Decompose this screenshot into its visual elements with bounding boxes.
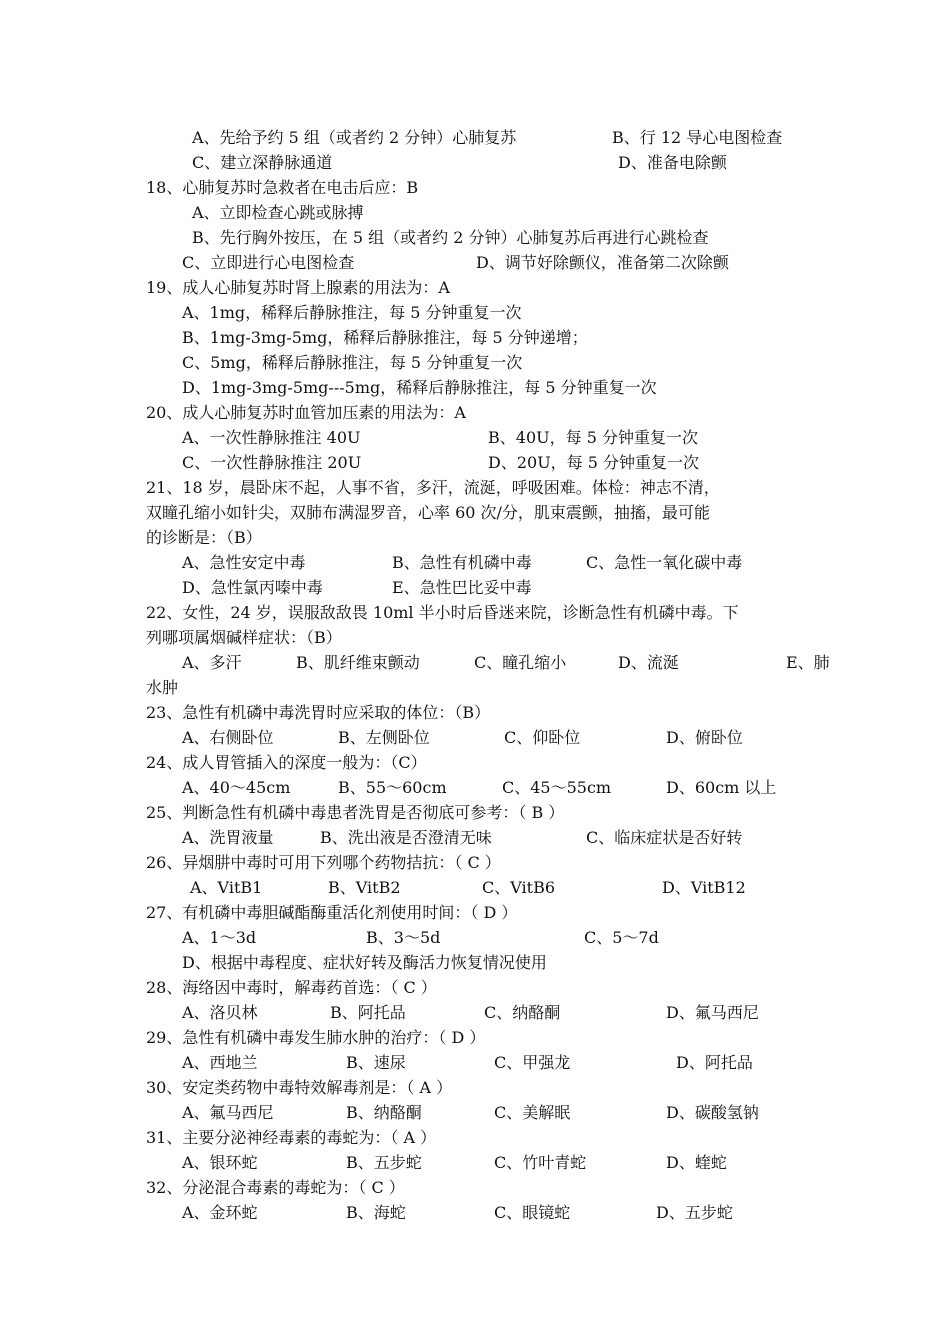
q22-stem-line2: 列哪项属烟碱样症状：（B）	[146, 628, 342, 647]
q27-option-b: B、3～5d	[366, 928, 441, 947]
q23-option-a: A、右侧卧位	[182, 728, 274, 747]
q28-option-b: B、阿托品	[330, 1003, 406, 1022]
q23-stem: 23、急性有机磷中毒洗胃时应采取的体位：（B）	[146, 703, 491, 722]
q20-stem: 20、成人心肺复苏时血管加压素的用法为：A	[146, 403, 466, 422]
q21-stem-line2: 双瞳孔缩小如针尖，双肺布满湿罗音，心率 60 次/分，肌束震颤，抽搐，最可能	[146, 503, 710, 522]
q32-option-c: C、眼镜蛇	[494, 1203, 571, 1222]
q30-option-a: A、氟马西尼	[182, 1103, 274, 1122]
q26-stem: 26、异烟肼中毒时可用下列哪个药物拮抗：（ C ）	[146, 853, 501, 872]
q31-option-c: C、竹叶青蛇	[494, 1153, 587, 1172]
q30-option-b: B、纳酪酮	[346, 1103, 422, 1122]
q20-option-d: D、20U，每 5 分钟重复一次	[488, 453, 700, 472]
q22-option-c: C、瞳孔缩小	[474, 653, 567, 672]
q18-option-b: B、先行胸外按压，在 5 组（或者约 2 分钟）心肺复苏后再进行心跳检查	[192, 228, 709, 247]
q21-option-a: A、急性安定中毒	[182, 553, 306, 572]
q28-option-a: A、洛贝林	[182, 1003, 258, 1022]
q22-option-e: E、肺	[786, 653, 830, 672]
q28-option-c: C、纳酪酮	[484, 1003, 561, 1022]
q19-stem: 19、成人心肺复苏时肾上腺素的用法为：A	[146, 278, 450, 297]
q22-option-e-cont: 水肿	[146, 678, 179, 697]
q17-option-b: B、行 12 导心电图检查	[612, 128, 783, 147]
q21-stem-line3: 的诊断是：（B）	[146, 528, 262, 547]
q32-option-b: B、海蛇	[346, 1203, 406, 1222]
q23-option-c: C、仰卧位	[504, 728, 581, 747]
q26-option-b: B、VitB2	[328, 878, 401, 897]
q24-option-d: D、60cm 以上	[666, 778, 777, 797]
q24-option-b: B、55～60cm	[338, 778, 447, 797]
q22-option-b: B、肌纤维束颤动	[296, 653, 420, 672]
q31-stem: 31、主要分泌神经毒素的毒蛇为：（ A ）	[146, 1128, 437, 1147]
q31-option-a: A、银环蛇	[182, 1153, 258, 1172]
q28-option-d: D、氟马西尼	[666, 1003, 759, 1022]
q21-option-d: D、急性氯丙嗪中毒	[182, 578, 323, 597]
q32-stem: 32、分泌混合毒素的毒蛇为：（ C ）	[146, 1178, 405, 1197]
q20-option-b: B、40U，每 5 分钟重复一次	[488, 428, 698, 447]
q18-stem: 18、心肺复苏时急救者在电击后应：B	[146, 178, 419, 197]
q18-option-d: D、调节好除颤仪，准备第二次除颤	[476, 253, 729, 272]
q31-option-b: B、五步蛇	[346, 1153, 422, 1172]
q26-option-a: A、VitB1	[190, 878, 263, 897]
q21-stem-line1: 21、18 岁，晨卧床不起，人事不省，多汗，流涎，呼吸困难。体检：神志不清，	[146, 478, 720, 497]
q17-option-d: D、准备电除颤	[618, 153, 727, 172]
q30-stem: 30、安定类药物中毒特效解毒剂是：（ A ）	[146, 1078, 453, 1097]
q25-option-c: C、临床症状是否好转	[586, 828, 743, 847]
q31-option-d: D、蝰蛇	[666, 1153, 727, 1172]
q23-option-d: D、俯卧位	[666, 728, 743, 747]
q25-stem: 25、判断急性有机磷中毒患者洗胃是否彻底可参考：（ B ）	[146, 803, 565, 822]
q18-option-c: C、立即进行心电图检查	[182, 253, 355, 272]
q19-option-a: A、1mg，稀释后静脉推注，每 5 分钟重复一次	[182, 303, 522, 322]
q19-option-b: B、1mg-3mg-5mg，稀释后静脉推注，每 5 分钟递增；	[182, 328, 588, 347]
q23-option-b: B、左侧卧位	[338, 728, 430, 747]
q27-option-c: C、5～7d	[584, 928, 659, 947]
q30-option-c: C、美解眠	[494, 1103, 571, 1122]
q22-option-a: A、多汗	[182, 653, 242, 672]
q24-option-c: C、45～55cm	[502, 778, 612, 797]
q29-option-a: A、西地兰	[182, 1053, 258, 1072]
q26-option-d: D、VitB12	[662, 878, 746, 897]
q32-option-d: D、五步蛇	[656, 1203, 733, 1222]
q17-option-a: A、先给予约 5 组（或者约 2 分钟）心肺复苏	[192, 128, 517, 147]
q27-option-d: D、根据中毒程度、症状好转及酶活力恢复情况使用	[182, 953, 547, 972]
q27-option-a: A、1～3d	[182, 928, 257, 947]
q32-option-a: A、金环蛇	[182, 1203, 258, 1222]
q29-stem: 29、急性有机磷中毒发生肺水肿的治疗：（ D ）	[146, 1028, 486, 1047]
q21-option-e: E、急性巴比妥中毒	[392, 578, 532, 597]
q19-option-d: D、1mg-3mg-5mg---5mg，稀释后静脉推注，每 5 分钟重复一次	[182, 378, 657, 397]
q20-option-a: A、一次性静脉推注 40U	[182, 428, 361, 447]
q28-stem: 28、海络因中毒时，解毒药首选：（ C ）	[146, 978, 437, 997]
q24-option-a: A、40～45cm	[182, 778, 291, 797]
q25-option-a: A、洗胃液量	[182, 828, 274, 847]
q29-option-d: D、阿托品	[676, 1053, 753, 1072]
q29-option-b: B、速尿	[346, 1053, 406, 1072]
q19-option-c: C、5mg，稀释后静脉推注，每 5 分钟重复一次	[182, 353, 523, 372]
q27-stem: 27、有机磷中毒胆碱酯酶重活化剂使用时间：（ D ）	[146, 903, 518, 922]
q24-stem: 24、成人胃管插入的深度一般为：（C）	[146, 753, 427, 772]
q30-option-d: D、碳酸氢钠	[666, 1103, 759, 1122]
q21-option-c: C、急性一氧化碳中毒	[586, 553, 743, 572]
q22-option-d: D、流涎	[618, 653, 679, 672]
q21-option-b: B、急性有机磷中毒	[392, 553, 532, 572]
q17-option-c: C、建立深静脉通道	[192, 153, 333, 172]
q22-stem-line1: 22、女性，24 岁，误服敌敌畏 10ml 半小时后昏迷来院，诊断急性有机磷中毒。下	[146, 603, 739, 622]
q26-option-c: C、VitB6	[482, 878, 556, 897]
q29-option-c: C、甲强龙	[494, 1053, 571, 1072]
q20-option-c: C、一次性静脉推注 20U	[182, 453, 362, 472]
q18-option-a: A、立即检查心跳或脉搏	[192, 203, 364, 222]
q25-option-b: B、洗出液是否澄清无味	[320, 828, 492, 847]
